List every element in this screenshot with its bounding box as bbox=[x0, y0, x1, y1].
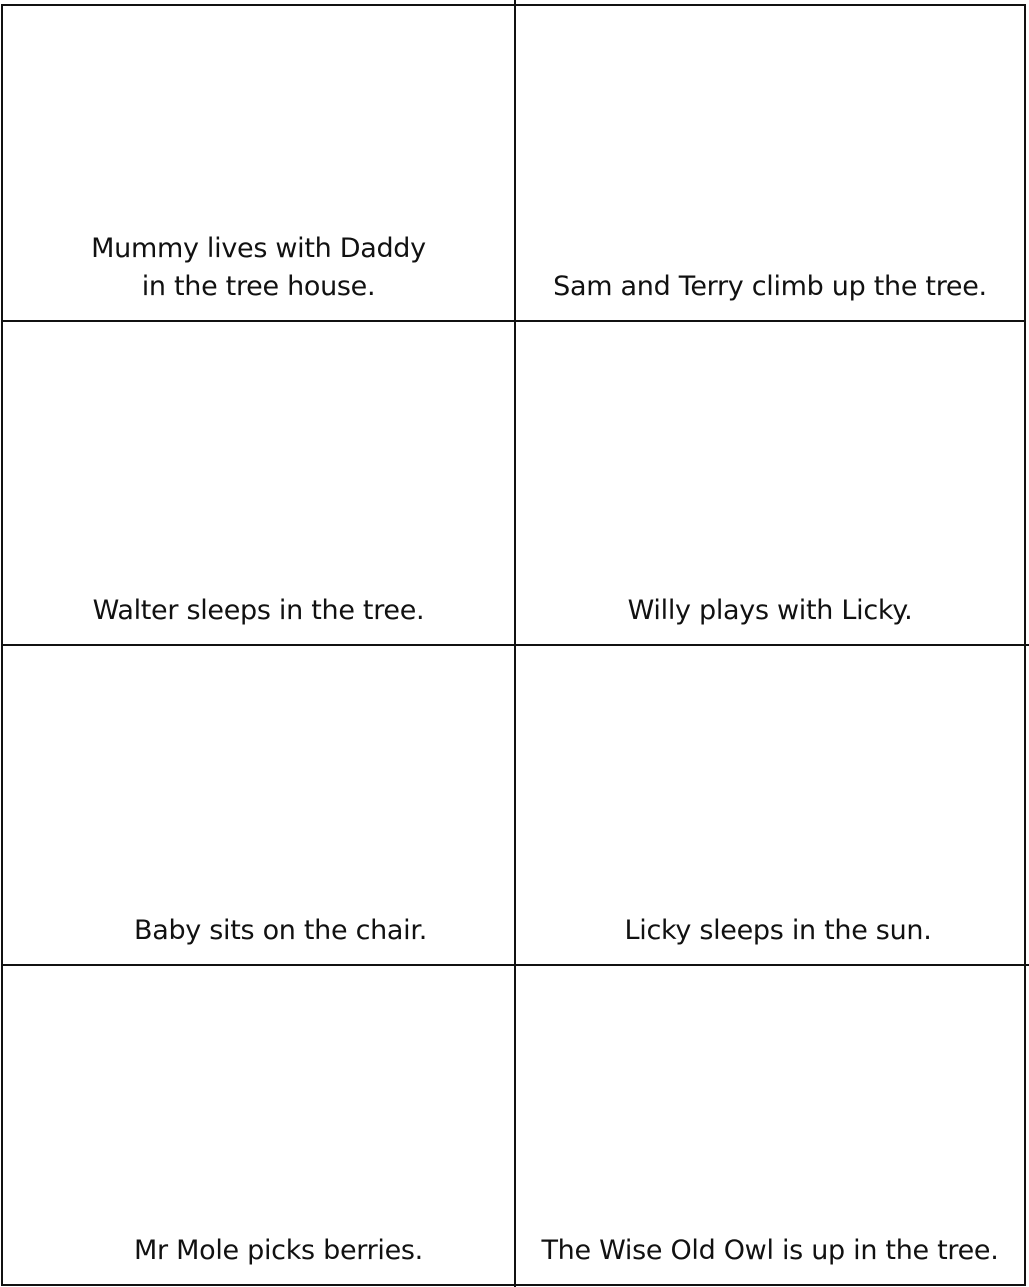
card-text-line: Sam and Terry climb up the tree. bbox=[553, 271, 987, 302]
card-text bbox=[628, 592, 913, 630]
card-1 bbox=[3, 6, 514, 320]
card-8 bbox=[516, 966, 1024, 1284]
card-text-line: Walter sleeps in the tree. bbox=[92, 595, 425, 626]
card-text bbox=[553, 268, 987, 306]
card-text-line: Mummy lives with Daddy bbox=[91, 233, 426, 264]
card-7 bbox=[3, 966, 514, 1284]
card-3 bbox=[3, 322, 514, 644]
card-text bbox=[91, 230, 426, 306]
card-text bbox=[134, 912, 427, 950]
card-text bbox=[625, 912, 932, 950]
card-text bbox=[93, 592, 425, 630]
card-6 bbox=[516, 646, 1024, 964]
card-text-line: Mr Mole picks berries. bbox=[134, 1235, 423, 1266]
card-text-line: Willy plays with Licky. bbox=[627, 595, 913, 626]
card-4 bbox=[516, 322, 1024, 644]
card-text-line: The Wise Old Owl is up in the tree. bbox=[541, 1235, 999, 1266]
card-text bbox=[541, 1232, 998, 1270]
card-2 bbox=[516, 6, 1024, 320]
card-text bbox=[134, 1232, 423, 1270]
card-text-line: Baby sits on the chair. bbox=[134, 915, 427, 946]
card-text-line: in the tree house. bbox=[141, 271, 376, 302]
card-5 bbox=[3, 646, 514, 964]
card-text-line: Licky sleeps in the sun. bbox=[624, 915, 932, 946]
